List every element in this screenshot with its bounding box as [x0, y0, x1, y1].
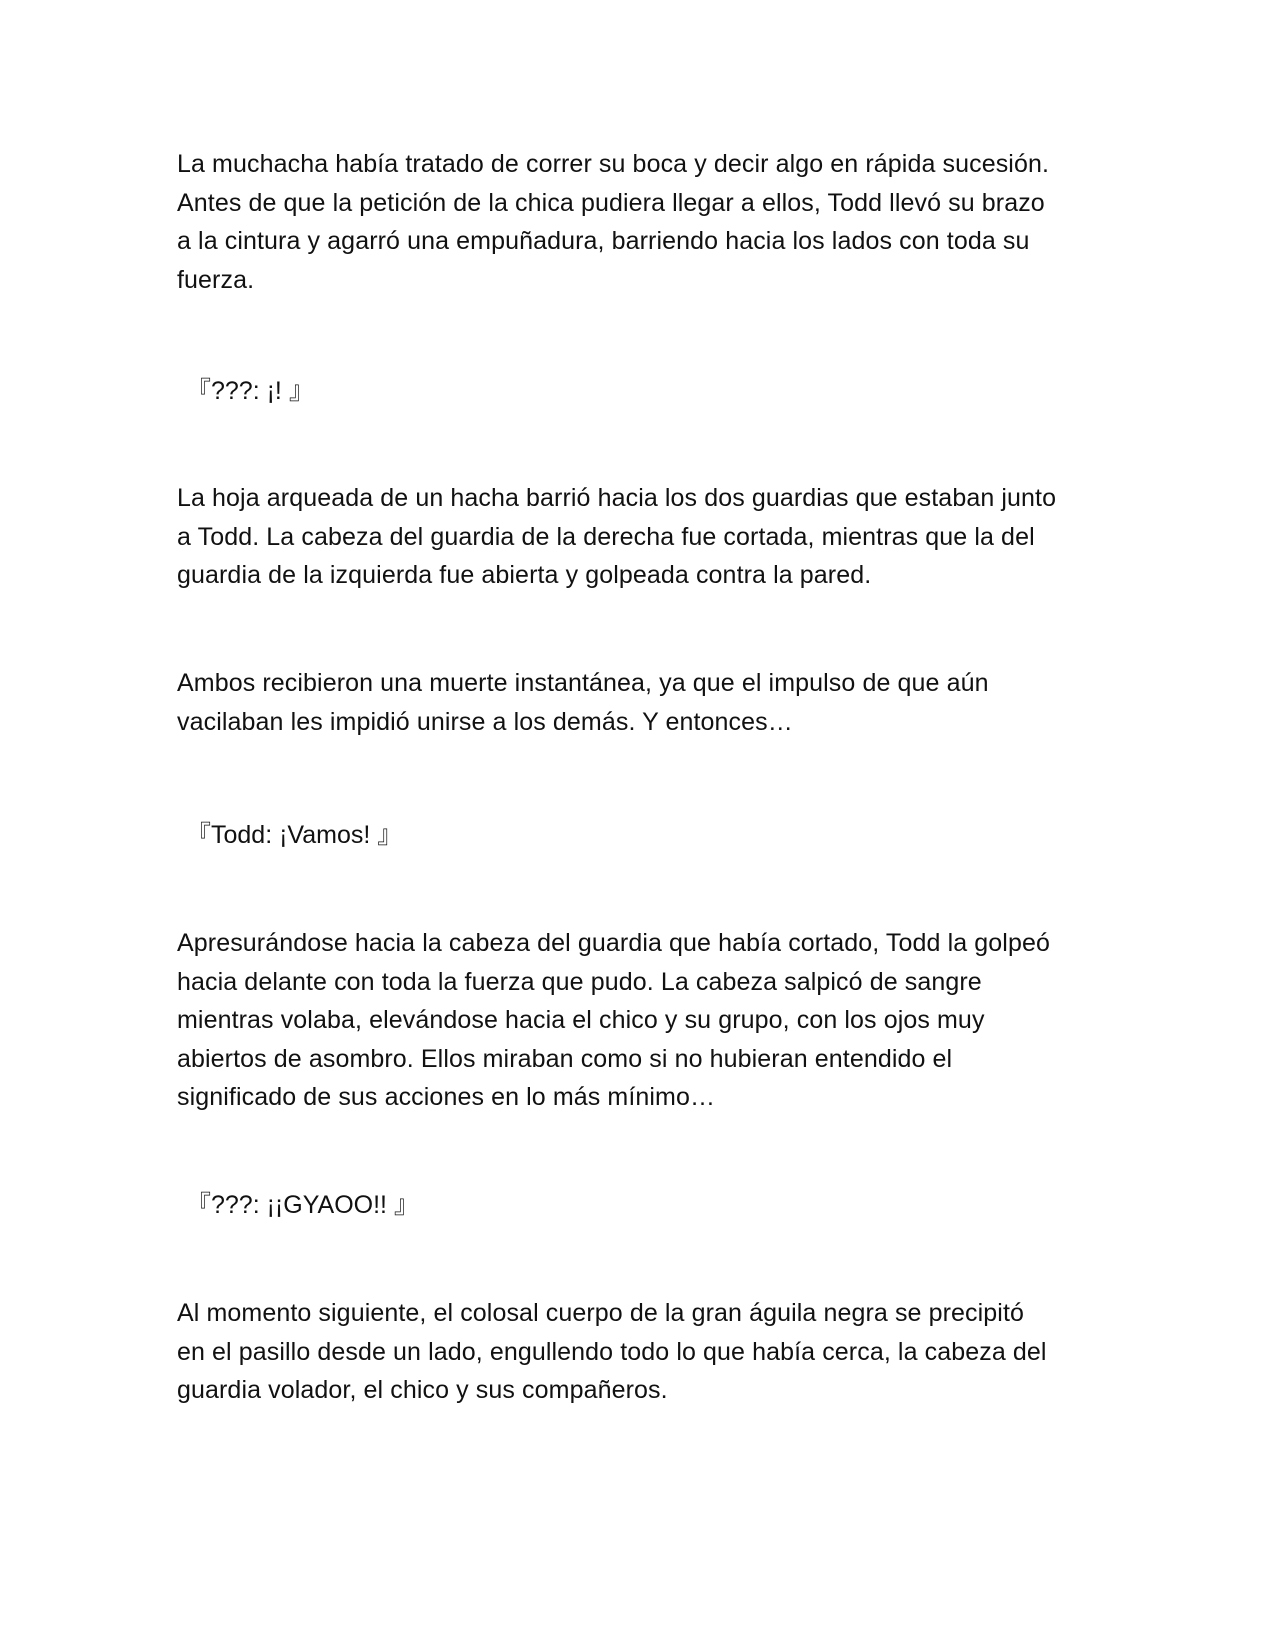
paragraph-line: Ambos recibieron una muerte instantánea, ya que el impulso de que aún: [177, 669, 989, 697]
paragraph-5: [177, 1294, 1107, 1410]
paragraph-1: [177, 145, 1107, 299]
paragraph-line: guardia volador, el chico y sus compañeros.: [177, 1376, 668, 1404]
paragraph-line: La muchacha había tratado de correr su boca y decir algo en rápida sucesión.: [177, 150, 1050, 178]
paragraph-line: a Todd. La cabeza del guardia de la derecha fue cortada, mientras que la del: [177, 522, 1035, 551]
dialogue-1: 『???: ¡! 』: [186, 377, 314, 405]
paragraph-4: [177, 924, 1107, 1117]
paragraph-line: hacia delante con toda la fuerza que pudo. La cabeza salpicó de sangre: [177, 967, 982, 996]
paragraph-line: La hoja arqueada de un hacha barrió hacia los dos guardias que estaban junto: [177, 484, 1057, 512]
paragraph-3: [177, 664, 1107, 741]
paragraph-line: abiertos de asombro. Ellos miraban como si no hubieran entendido el: [177, 1044, 953, 1073]
dialogue-3: 『???: ¡¡GYAOO!! 』: [186, 1191, 419, 1219]
dialogue-2: 『Todd: ¡Vamos! 』: [186, 821, 403, 849]
paragraph-line: en el pasillo desde un lado, engullendo todo lo que había cerca, la cabeza del: [177, 1337, 1047, 1366]
paragraph-line: Apresurándose hacia la cabeza del guardia que había cortado, Todd la golpeó: [177, 929, 1050, 957]
paragraph-line: mientras volaba, elevándose hacia el chico y su grupo, con los ojos muy: [177, 1006, 985, 1034]
paragraph-line: Antes de que la petición de la chica pudiera llegar a ellos, Todd llevó su brazo: [177, 188, 1045, 217]
paragraph-line: a la cintura y agarró una empuñadura, barriendo hacia los lados con toda su: [177, 227, 1030, 255]
paragraph-line: significado de sus acciones en lo más mínimo…: [177, 1083, 716, 1111]
paragraph-line: guardia de la izquierda fue abierta y golpeada contra la pared.: [177, 561, 872, 589]
paragraph-2: [177, 479, 1107, 595]
paragraph-line: vacilaban les impidió unirse a los demás. Y entonces…: [177, 707, 793, 736]
paragraph-line: Al momento siguiente, el colosal cuerpo de la gran águila negra se precipitó: [177, 1299, 1024, 1327]
paragraph-line: fuerza.: [177, 265, 255, 294]
